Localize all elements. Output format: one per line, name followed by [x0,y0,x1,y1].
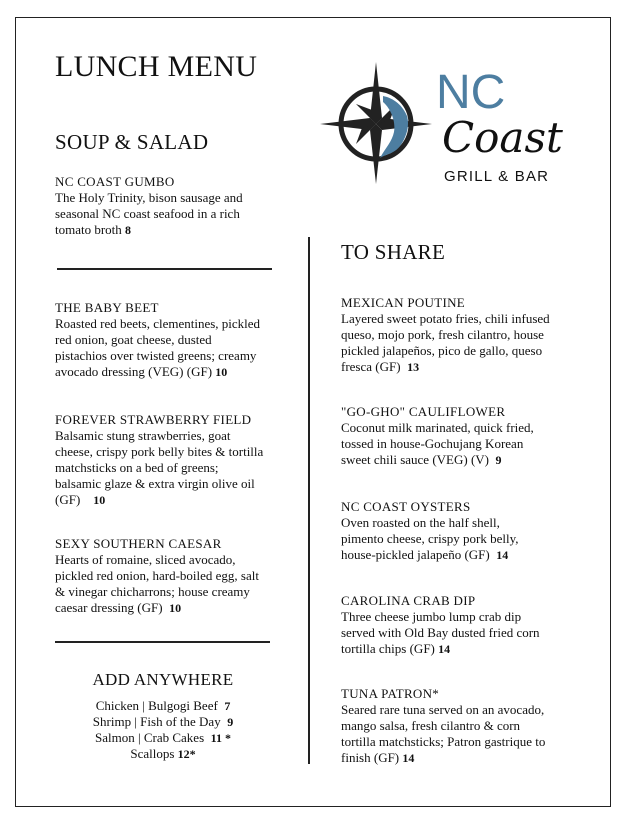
section-divider [55,641,270,643]
logo-coast-text: Coast [442,113,563,162]
menu-item-nc-coast-oysters [341,499,591,563]
menu-item-gumbo [55,174,295,238]
menu-item-strawberry-field [55,412,295,508]
item-price: 8 [125,223,132,237]
item-desc-line: pickled jalapeños, pico de gallo, queso [341,343,543,358]
item-desc-line: & vinegar chicharrons; house creamy [55,584,250,599]
item-desc-line: Roasted red beets, clementines, pickled [55,316,261,331]
item-desc-line: Oven roasted on the half shell, [341,515,500,530]
column-divider [308,237,310,764]
item-desc-line: house-pickled jalapeño (GF) [341,547,490,562]
item-desc-line: served with Old Bay dusted fried corn [341,625,540,640]
item-desc-line: Coconut milk marinated, quick fried, [341,420,534,435]
item-desc-line: cheese, crispy pork belly bites & tortilla [55,444,264,459]
item-name: "GO-GHO" CAULIFLOWER [341,404,506,419]
item-name: FOREVER STRAWBERRY FIELD [55,412,252,427]
item-name: NC COAST GUMBO [55,174,175,189]
item-desc-line: The Holy Trinity, bison sausage and [55,190,243,205]
menu-item-mexican-poutine [341,295,591,375]
item-desc-line: (GF) [55,492,81,507]
item-desc-line: Layered sweet potato fries, chili infused [341,311,550,326]
add-on-line: Salmon | Crab Cakes 11 * [95,730,231,745]
item-desc-line: avocado dressing (VEG) (GF) [55,364,213,379]
item-price: 14 [496,548,509,562]
item-desc-line: sweet chili sauce (VEG) (V) [341,452,489,467]
add-on-line: Chicken | Bulgogi Beef 7 [95,698,231,713]
item-desc-line: pistachios over twisted greens; creamy [55,348,257,363]
item-desc-line: tossed in house-Gochujang Korean [341,436,524,451]
menu-item-southern-caesar [55,536,295,616]
item-desc-line: caesar dressing (GF) [55,600,163,615]
menu-item-baby-beet [55,300,295,380]
soup-salad-heading: SOUP & SALAD [55,130,209,154]
item-desc-line: red onion, goat cheese, dusted [55,332,212,347]
item-price: 10 [93,493,106,507]
item-name: NC COAST OYSTERS [341,499,471,514]
item-desc-line: tortilla matchsticks; Patron gastrique to [341,734,546,749]
item-name: MEXICAN POUTINE [341,295,466,310]
page-title: LUNCH MENU [55,50,258,83]
item-desc-line: pickled red onion, hard-boiled egg, salt [55,568,259,583]
item-desc-line: seasonal NC coast seafood in a rich [55,206,240,221]
add-anywhere-list [55,698,271,762]
item-desc-line: matchsticks on a bed of greens; [55,460,219,475]
item-price: 9 [495,453,502,467]
item-desc-line: Seared rare tuna served on an avocado, [341,702,545,717]
add-on-line: Scallops 12* [130,746,196,761]
to-share-heading: TO SHARE [341,240,446,264]
nc-coast-logo [320,62,580,184]
item-price: 14 [402,751,415,765]
item-desc-line: mango salsa, fresh cilantro & corn [341,718,521,733]
compass-rose-icon [320,62,432,184]
item-price: 14 [438,642,451,656]
item-desc-line: pimento cheese, crispy pork belly, [341,531,519,546]
item-name: CAROLINA CRAB DIP [341,593,476,608]
menu-item-carolina-crab-dip [341,593,591,657]
item-desc-line: finish (GF) [341,750,400,765]
item-desc-line: fresca (GF) [341,359,401,374]
item-desc-line: queso, mojo pork, fresh cilantro, house [341,327,544,342]
item-price: 10 [215,365,228,379]
item-desc-line: tortilla chips (GF) [341,641,435,656]
item-name: TUNA PATRON* [341,686,440,701]
item-desc-line: Three cheese jumbo lump crab dip [341,609,522,624]
item-price: 10 [169,601,182,615]
logo-grill-text: GRILL & BAR [444,168,550,184]
item-name: SEXY SOUTHERN CAESAR [55,536,222,551]
item-desc-line: Hearts of romaine, sliced avocado, [55,552,236,567]
add-on-line: Shrimp | Fish of the Day 9 [92,714,234,729]
section-divider [57,268,272,270]
item-desc-line: balsamic glaze & extra virgin olive oil [55,476,255,491]
item-price: 13 [407,360,420,374]
menu-item-tuna-patron [341,686,591,766]
item-name: THE BABY BEET [55,300,159,315]
logo-nc-text: NC [436,66,506,119]
item-desc-line: Balsamic stung strawberries, goat [55,428,231,443]
item-desc-line: tomato broth [55,222,122,237]
menu-item-go-gho-cauliflower [341,404,591,468]
add-anywhere-heading: ADD ANYWHERE [92,670,234,689]
